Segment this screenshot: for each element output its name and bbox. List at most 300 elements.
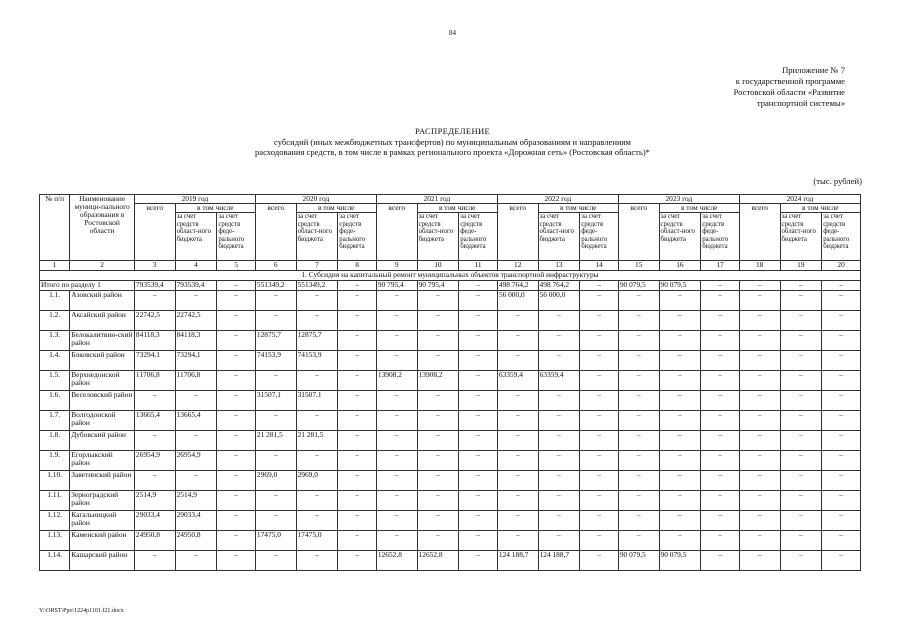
value-cell: – <box>497 431 538 451</box>
value-cell: 2514,9 <box>134 491 175 511</box>
column-number-cell: 11 <box>459 261 498 271</box>
value-cell: – <box>217 351 256 371</box>
value-cell: – <box>701 291 740 311</box>
value-cell: – <box>580 351 619 371</box>
value-cell: – <box>217 531 256 551</box>
column-number-row <box>40 261 861 271</box>
column-number-cell: 14 <box>580 261 619 271</box>
value-cell: 74153,9 <box>255 351 296 371</box>
value-cell: 22742,5 <box>175 311 217 331</box>
value-cell: – <box>459 551 498 571</box>
value-cell: 2969,0 <box>296 471 338 491</box>
table-row <box>40 391 861 411</box>
row-number: 1.3. <box>40 331 70 351</box>
value-cell: – <box>376 491 417 511</box>
value-cell: – <box>376 291 417 311</box>
value-cell: 56 000,0 <box>538 291 580 311</box>
value-cell: – <box>780 451 822 471</box>
value-cell: 11706,8 <box>134 371 175 391</box>
value-cell: – <box>217 391 256 411</box>
value-cell: – <box>459 411 498 431</box>
value-cell: – <box>780 551 822 571</box>
document-subtitle-line: субсидий (иных межбюджетных трансфертов) по муниципальным образованиям и направлениям <box>274 136 631 147</box>
value-cell: – <box>618 511 659 531</box>
table-row <box>40 351 861 371</box>
value-cell: – <box>376 431 417 451</box>
value-cell: – <box>580 531 619 551</box>
header-year: 2021 год <box>376 195 497 204</box>
value-cell: – <box>376 451 417 471</box>
value-cell: – <box>497 471 538 491</box>
row-number: 1.13. <box>40 531 70 551</box>
row-number: 1.11. <box>40 491 70 511</box>
value-cell: – <box>739 391 780 411</box>
value-cell: – <box>217 491 256 511</box>
value-cell: – <box>659 491 701 511</box>
header-year: 2024 год <box>739 195 860 204</box>
value-cell: 29033,4 <box>134 511 175 531</box>
value-cell: – <box>780 511 822 531</box>
value-cell: 12652,8 <box>376 551 417 571</box>
total-value-cell: 90 795,4 <box>376 281 417 291</box>
value-cell: – <box>618 391 659 411</box>
value-cell: – <box>338 511 377 531</box>
header-total: всего <box>739 204 780 261</box>
value-cell: – <box>659 471 701 491</box>
value-cell: – <box>739 451 780 471</box>
value-cell: – <box>255 311 296 331</box>
row-number: 1.5. <box>40 371 70 391</box>
total-value-cell: 498 764,2 <box>538 281 580 291</box>
value-cell: 31507,1 <box>255 391 296 411</box>
value-cell: – <box>618 531 659 551</box>
municipality-name: Азовский район <box>70 291 135 311</box>
value-cell: 124 188,7 <box>538 551 580 571</box>
section-title-row <box>40 271 861 281</box>
value-cell: – <box>580 371 619 391</box>
header-year: 2022 год <box>497 195 618 204</box>
value-cell: – <box>580 511 619 531</box>
value-cell: – <box>701 471 740 491</box>
value-cell: – <box>175 551 217 571</box>
value-cell: – <box>134 391 175 411</box>
header-total: всего <box>134 204 175 261</box>
value-cell: – <box>538 311 580 331</box>
value-cell: – <box>497 331 538 351</box>
municipality-name: Каменский район <box>70 531 135 551</box>
value-cell: – <box>659 411 701 431</box>
value-cell: 73294,1 <box>134 351 175 371</box>
column-number-cell: 5 <box>217 261 256 271</box>
value-cell: – <box>376 511 417 531</box>
value-cell: – <box>175 291 217 311</box>
municipality-name: Верхнедонской район <box>70 371 135 391</box>
document-subtitle-line: расходования средств, в том числе в рамках регионального проекта «Дорожная сеть» (Ростовская область)* <box>255 147 650 157</box>
appendix-line: к государственной программе <box>735 76 845 86</box>
value-cell: – <box>338 311 377 331</box>
value-cell: – <box>822 431 861 451</box>
value-cell: – <box>417 391 459 411</box>
value-cell: – <box>338 331 377 351</box>
column-number-cell: 8 <box>338 261 377 271</box>
column-number-cell: 4 <box>175 261 217 271</box>
value-cell: – <box>701 311 740 331</box>
value-cell: – <box>217 331 256 351</box>
value-cell: – <box>701 551 740 571</box>
value-cell: – <box>417 491 459 511</box>
total-value-cell: 90 079,5 <box>618 281 659 291</box>
value-cell: – <box>497 351 538 371</box>
header-incl: в том числе <box>175 204 255 213</box>
value-cell: 24950,8 <box>175 531 217 551</box>
value-cell: – <box>338 431 377 451</box>
value-cell: – <box>618 371 659 391</box>
value-cell: – <box>376 311 417 331</box>
total-value-cell: 551349,2 <box>296 281 338 291</box>
value-cell: – <box>580 431 619 451</box>
value-cell: – <box>459 471 498 491</box>
column-number-cell: 16 <box>659 261 701 271</box>
value-cell: – <box>618 431 659 451</box>
value-cell: – <box>780 391 822 411</box>
value-cell: – <box>822 511 861 531</box>
header-incl: в том числе <box>780 204 860 213</box>
value-cell: – <box>217 291 256 311</box>
total-value-cell: 551349,2 <box>255 281 296 291</box>
value-cell: 17475,0 <box>255 531 296 551</box>
table-row <box>40 511 861 531</box>
value-cell: 73294,1 <box>175 351 217 371</box>
value-cell: – <box>739 311 780 331</box>
header-federal: за счет средств феде-рального бюджета <box>338 213 377 261</box>
header-regional: за счет средств област-ного бюджета <box>417 213 459 261</box>
value-cell: – <box>497 311 538 331</box>
header-incl: в том числе <box>659 204 739 213</box>
value-cell: – <box>739 471 780 491</box>
value-cell: 31507,1 <box>296 391 338 411</box>
value-cell: 26954,9 <box>134 451 175 471</box>
total-value-cell: – <box>217 281 256 291</box>
value-cell: – <box>459 331 498 351</box>
value-cell: – <box>255 451 296 471</box>
total-value-cell: – <box>338 281 377 291</box>
header-regional: за счет средств област-ного бюджета <box>296 213 338 261</box>
column-number-cell: 10 <box>417 261 459 271</box>
header-regional: за счет средств област-ного бюджета <box>175 213 217 261</box>
value-cell: – <box>701 491 740 511</box>
value-cell: 74153,9 <box>296 351 338 371</box>
value-cell: – <box>538 511 580 531</box>
distribution-table <box>39 194 861 571</box>
value-cell: – <box>659 371 701 391</box>
value-cell: – <box>822 311 861 331</box>
value-cell: – <box>217 431 256 451</box>
column-number-cell: 6 <box>255 261 296 271</box>
value-cell: – <box>659 311 701 331</box>
value-cell: – <box>296 491 338 511</box>
value-cell: – <box>580 551 619 571</box>
value-cell: – <box>739 431 780 451</box>
value-cell: – <box>701 451 740 471</box>
header-federal: за счет средств феде-рального бюджета <box>459 213 498 261</box>
value-cell: – <box>701 391 740 411</box>
value-cell: – <box>822 291 861 311</box>
column-number-cell: 12 <box>497 261 538 271</box>
units-label: (тыс. рублей) <box>813 176 862 186</box>
value-cell: – <box>217 371 256 391</box>
value-cell: – <box>417 311 459 331</box>
value-cell: – <box>822 371 861 391</box>
value-cell: – <box>780 491 822 511</box>
value-cell: – <box>417 351 459 371</box>
row-number: 1.8. <box>40 431 70 451</box>
municipality-name: Боковский район <box>70 351 135 371</box>
value-cell: – <box>739 331 780 351</box>
value-cell: 90 079,5 <box>659 551 701 571</box>
value-cell: – <box>780 531 822 551</box>
appendix-line: транспортной системы» <box>756 98 845 108</box>
municipality-name: Волгодонской район <box>70 411 135 431</box>
value-cell: – <box>538 331 580 351</box>
value-cell: – <box>580 491 619 511</box>
table-row <box>40 411 861 431</box>
value-cell: – <box>659 391 701 411</box>
table-body <box>40 261 861 571</box>
column-number-cell: 2 <box>70 261 135 271</box>
value-cell: – <box>255 411 296 431</box>
value-cell: 22742,5 <box>134 311 175 331</box>
value-cell: – <box>739 491 780 511</box>
value-cell: – <box>417 291 459 311</box>
value-cell: – <box>739 371 780 391</box>
value-cell: – <box>255 371 296 391</box>
value-cell: 84118,3 <box>134 331 175 351</box>
column-number-cell: 9 <box>376 261 417 271</box>
municipality-name: Аксайский район <box>70 311 135 331</box>
value-cell: 29033,4 <box>175 511 217 531</box>
municipality-name: Кашарский район <box>70 551 135 571</box>
column-number-cell: 13 <box>538 261 580 271</box>
value-cell: – <box>659 511 701 531</box>
value-cell: – <box>497 391 538 411</box>
appendix-heading <box>675 65 845 109</box>
column-number-cell: 3 <box>134 261 175 271</box>
value-cell: – <box>255 491 296 511</box>
value-cell: – <box>296 371 338 391</box>
value-cell: – <box>618 351 659 371</box>
municipality-name: Егорлыкский район <box>70 451 135 471</box>
row-number: 1.4. <box>40 351 70 371</box>
header-incl: в том числе <box>538 204 618 213</box>
value-cell: – <box>780 351 822 371</box>
header-incl: в том числе <box>296 204 376 213</box>
value-cell: – <box>780 411 822 431</box>
value-cell: – <box>338 471 377 491</box>
column-number-cell: 20 <box>822 261 861 271</box>
municipality-name: Зерноградский район <box>70 491 135 511</box>
value-cell: – <box>618 291 659 311</box>
value-cell: – <box>739 351 780 371</box>
header-federal: за счет средств феде-рального бюджета <box>822 213 861 261</box>
value-cell: – <box>134 431 175 451</box>
value-cell: – <box>701 351 740 371</box>
municipality-name: Белокалитвин-ский район <box>70 331 135 351</box>
value-cell: – <box>780 371 822 391</box>
appendix-line: Приложение № 7 <box>782 65 845 75</box>
value-cell: – <box>376 331 417 351</box>
value-cell: – <box>417 331 459 351</box>
total-value-cell: – <box>822 281 861 291</box>
header-total: всего <box>376 204 417 261</box>
value-cell: – <box>217 511 256 531</box>
value-cell: 11706,8 <box>175 371 217 391</box>
header-total: всего <box>618 204 659 261</box>
total-value-cell: 498 764,2 <box>497 281 538 291</box>
document-title: РАСПРЕДЕЛЕНИЕ <box>414 126 491 136</box>
municipality-name: Дубовский район <box>70 431 135 451</box>
value-cell: – <box>580 331 619 351</box>
column-number-cell: 15 <box>618 261 659 271</box>
value-cell: – <box>376 531 417 551</box>
table-row <box>40 331 861 351</box>
value-cell: 12652,8 <box>417 551 459 571</box>
value-cell: – <box>459 371 498 391</box>
value-cell: – <box>459 491 498 511</box>
value-cell: – <box>296 451 338 471</box>
value-cell: – <box>701 531 740 551</box>
column-number-cell: 7 <box>296 261 338 271</box>
header-regional: за счет средств област-ного бюджета <box>659 213 701 261</box>
value-cell: – <box>822 391 861 411</box>
value-cell: – <box>739 511 780 531</box>
value-cell: – <box>618 491 659 511</box>
header-regional: за счет средств област-ного бюджета <box>538 213 580 261</box>
value-cell: – <box>580 391 619 411</box>
municipality-name: Веселовский район <box>70 391 135 411</box>
value-cell: – <box>538 431 580 451</box>
municipality-name: Кагальницкий район <box>70 511 135 531</box>
value-cell: – <box>296 551 338 571</box>
value-cell: – <box>822 471 861 491</box>
value-cell: – <box>459 451 498 471</box>
header-name: Наименование муници-пального образования в Ростовской области <box>70 195 135 261</box>
value-cell: – <box>739 531 780 551</box>
value-cell: – <box>255 291 296 311</box>
row-number: 1.12. <box>40 511 70 531</box>
value-cell: – <box>497 491 538 511</box>
value-cell: – <box>822 531 861 551</box>
value-cell: – <box>296 411 338 431</box>
value-cell: – <box>780 471 822 491</box>
total-label: Итого по разделу 1 <box>40 281 135 291</box>
section-title: 1. Субсидия на капитальный ремонт муниципальных объектов транспортной инфраструктуры <box>40 271 861 281</box>
table-row <box>40 451 861 471</box>
table-row <box>40 471 861 491</box>
value-cell: – <box>338 371 377 391</box>
value-cell: – <box>618 451 659 471</box>
value-cell: 17475,0 <box>296 531 338 551</box>
value-cell: – <box>376 351 417 371</box>
header-year: 2020 год <box>255 195 376 204</box>
row-number: 1.14. <box>40 551 70 571</box>
total-value-cell: – <box>780 281 822 291</box>
value-cell: – <box>459 431 498 451</box>
value-cell: – <box>659 331 701 351</box>
value-cell: 13908,2 <box>376 371 417 391</box>
value-cell: – <box>296 511 338 531</box>
value-cell: – <box>659 531 701 551</box>
page-number: 84 <box>449 29 456 37</box>
row-number: 1.6. <box>40 391 70 411</box>
value-cell: – <box>701 511 740 531</box>
value-cell: – <box>580 411 619 431</box>
row-number: 1.2. <box>40 311 70 331</box>
value-cell: – <box>538 391 580 411</box>
value-cell: 2969,0 <box>255 471 296 491</box>
value-cell: – <box>417 411 459 431</box>
value-cell: 13665,4 <box>175 411 217 431</box>
total-value-cell: 793539,4 <box>175 281 217 291</box>
header-regional: за счет средств област-ного бюджета <box>780 213 822 261</box>
value-cell: – <box>780 311 822 331</box>
value-cell: – <box>459 511 498 531</box>
table-row <box>40 491 861 511</box>
total-value-cell: 793539,4 <box>134 281 175 291</box>
footer-file-path: Y:\ORST\Ppo\1224p1101.f21.docx <box>39 608 124 614</box>
value-cell: – <box>538 471 580 491</box>
value-cell: – <box>780 331 822 351</box>
value-cell: 56 000,0 <box>497 291 538 311</box>
value-cell: – <box>618 311 659 331</box>
value-cell: – <box>538 531 580 551</box>
appendix-line: Ростовской области «Развитие <box>733 87 845 97</box>
table-row <box>40 311 861 331</box>
value-cell: – <box>497 451 538 471</box>
value-cell: – <box>417 511 459 531</box>
total-value-cell: – <box>580 281 619 291</box>
value-cell: – <box>217 551 256 571</box>
value-cell: – <box>459 311 498 331</box>
value-cell: 12875,7 <box>296 331 338 351</box>
value-cell: – <box>659 291 701 311</box>
value-cell: – <box>376 411 417 431</box>
value-cell: – <box>217 471 256 491</box>
value-cell: – <box>822 451 861 471</box>
row-number: 1.9. <box>40 451 70 471</box>
table-row <box>40 371 861 391</box>
header-total: всего <box>497 204 538 261</box>
value-cell: – <box>338 351 377 371</box>
value-cell: 21 281,5 <box>296 431 338 451</box>
value-cell: – <box>659 431 701 451</box>
total-value-cell: – <box>739 281 780 291</box>
value-cell: – <box>580 451 619 471</box>
value-cell: – <box>739 551 780 571</box>
header-incl: в том числе <box>417 204 497 213</box>
value-cell: – <box>459 391 498 411</box>
value-cell: – <box>134 291 175 311</box>
row-number: 1.1. <box>40 291 70 311</box>
table-row <box>40 431 861 451</box>
value-cell: – <box>338 491 377 511</box>
total-value-cell: – <box>459 281 498 291</box>
value-cell: – <box>580 291 619 311</box>
value-cell: – <box>417 431 459 451</box>
value-cell: – <box>134 551 175 571</box>
value-cell: – <box>376 391 417 411</box>
column-number-cell: 19 <box>780 261 822 271</box>
value-cell: – <box>338 291 377 311</box>
